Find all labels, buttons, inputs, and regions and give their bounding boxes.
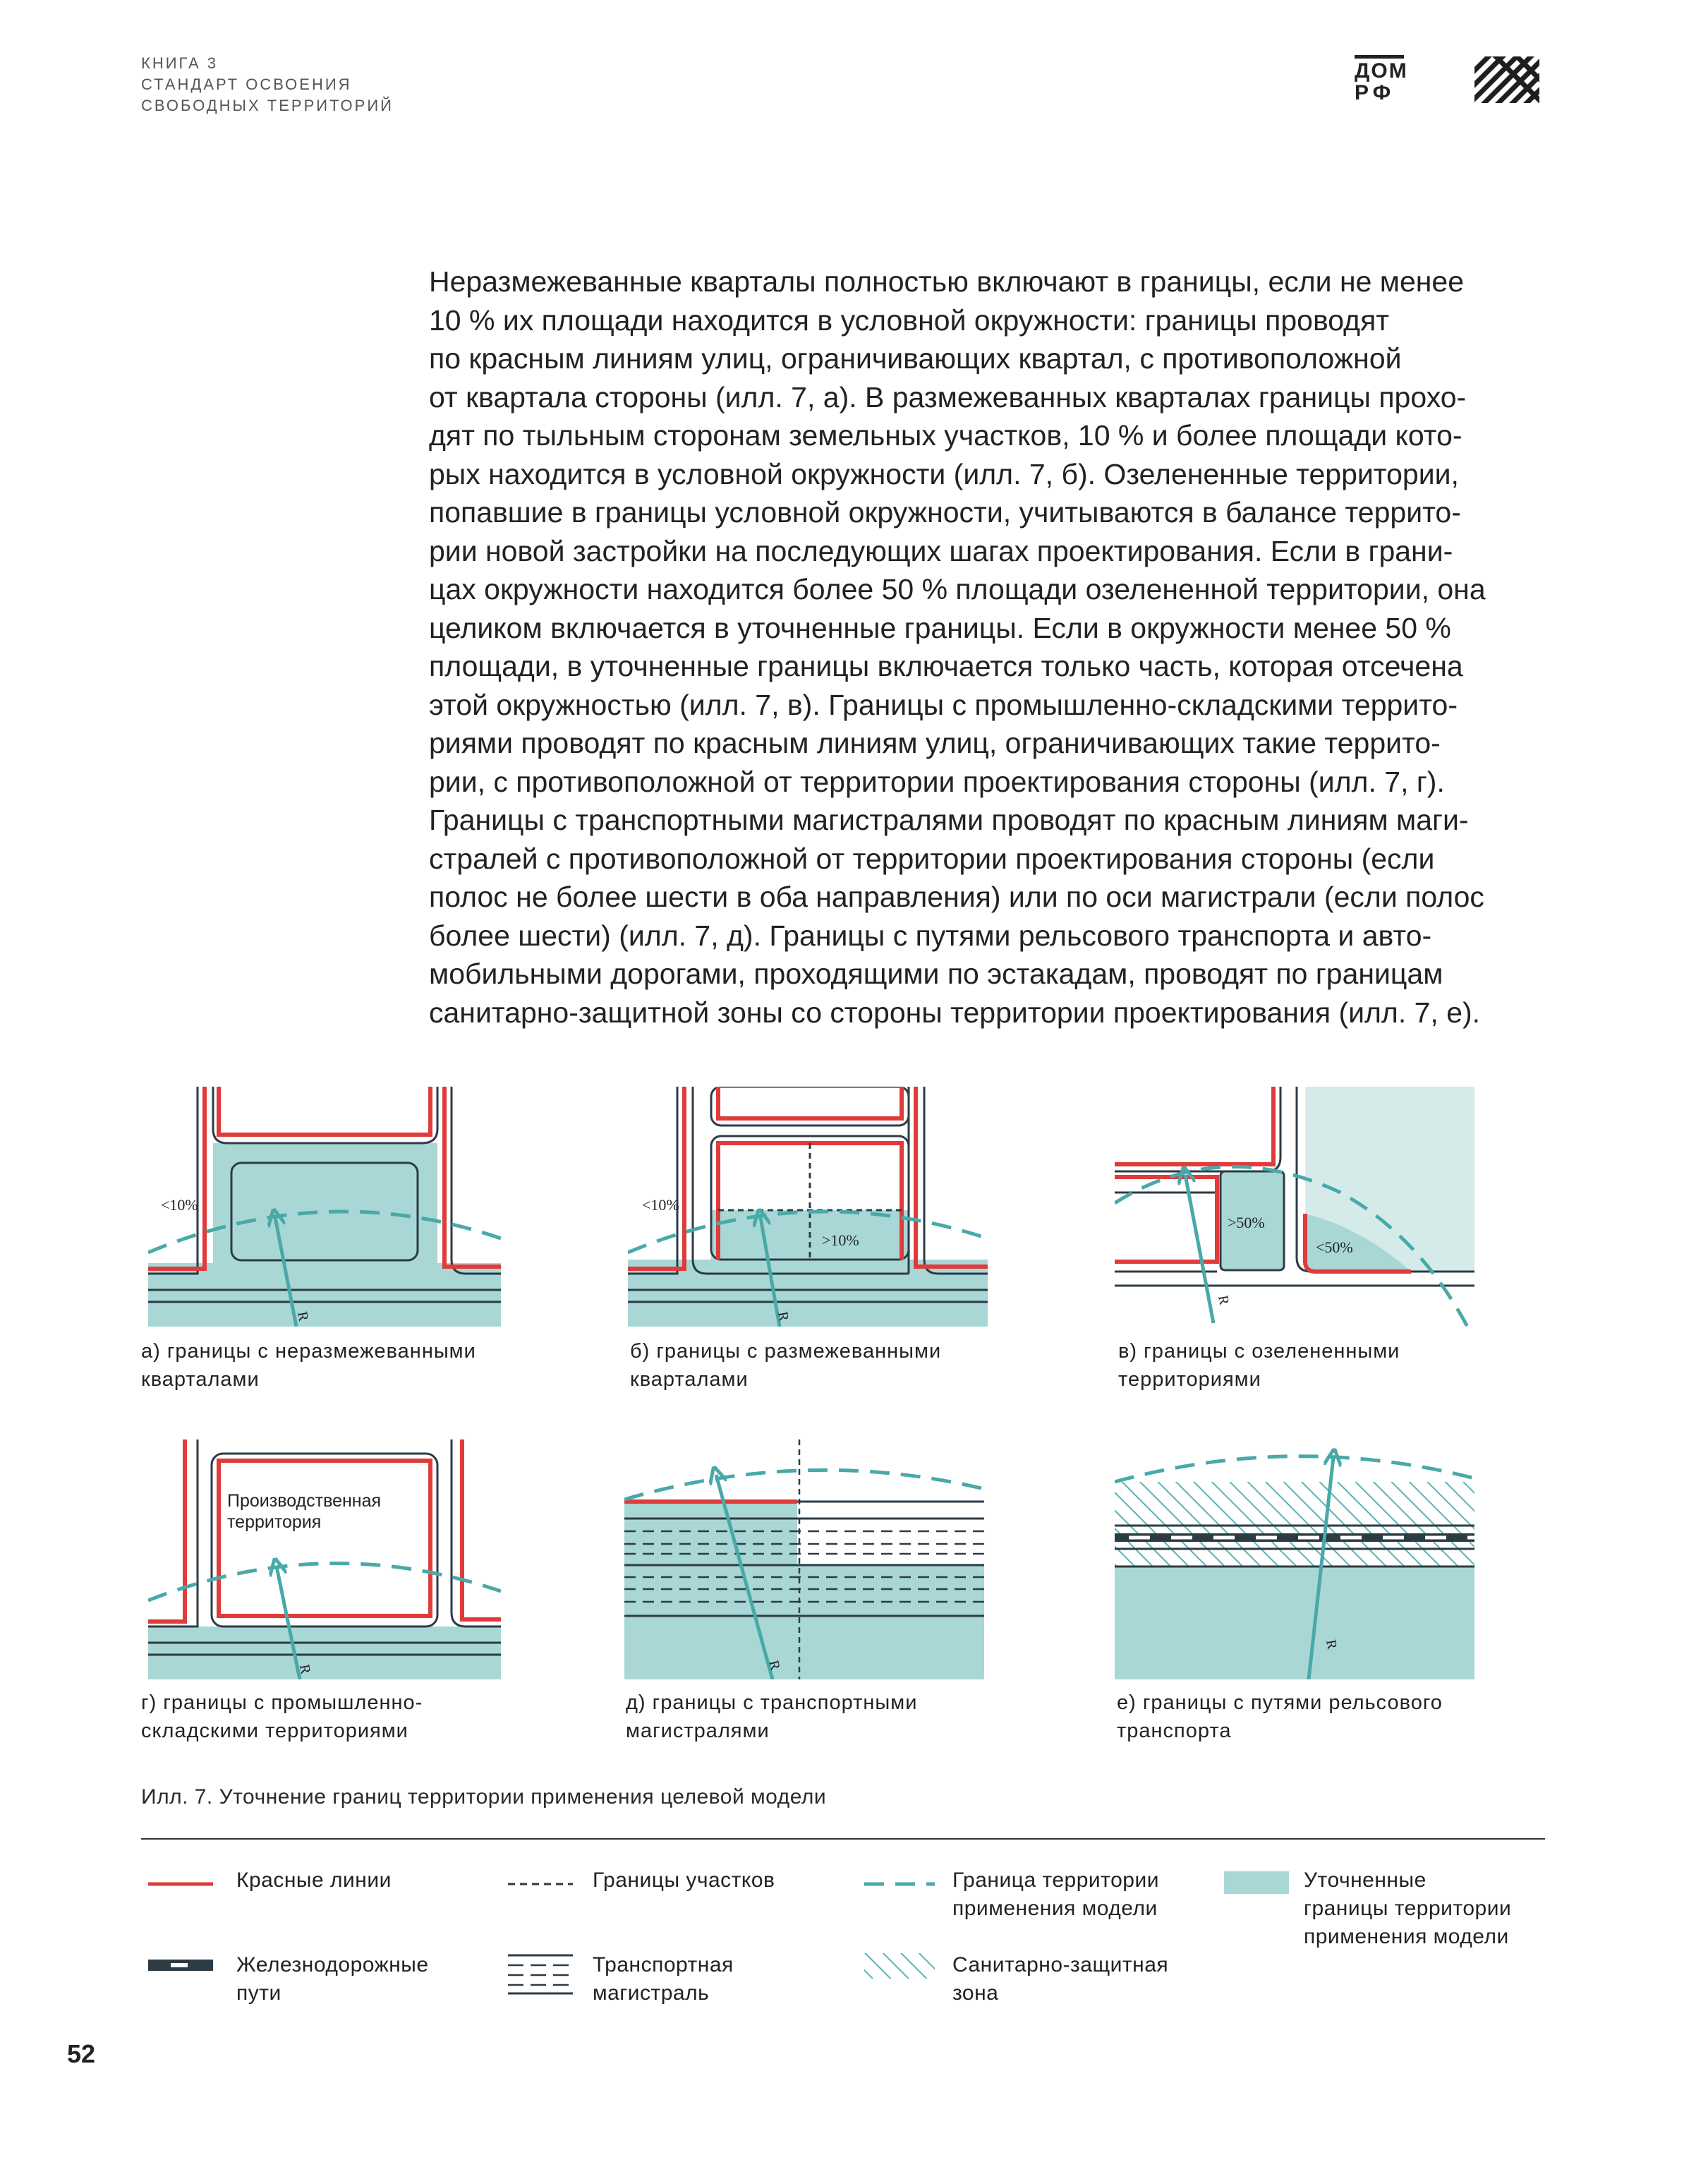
legend-railway-symbol — [148, 1960, 213, 1974]
legend-highway — [593, 1951, 734, 2008]
legend-label: применения модели — [952, 1897, 1158, 1920]
figure-d — [624, 1439, 984, 1679]
pct-label: <10% — [161, 1196, 198, 1214]
body-line: рии новой застройки на последующих шагах проектирования. Если в грани- — [429, 534, 1453, 567]
caption-line: транспорта — [1117, 1720, 1232, 1742]
domrf-logo-bottom: РФ — [1355, 81, 1395, 104]
legend-red-lines — [236, 1866, 392, 1895]
r-label: R — [775, 1310, 792, 1323]
body-line: от квартала стороны (илл. 7, а). В размежеванных кварталах границы прохо- — [429, 380, 1467, 414]
caption-a — [141, 1337, 476, 1394]
caption-line: кварталами — [141, 1368, 260, 1391]
body-line: полос не более шести в оба направления) или по оси магистрали (если полос — [429, 881, 1484, 913]
caption-line: г) границы с промышленно- — [141, 1691, 423, 1714]
legend-label: применения модели — [1304, 1925, 1509, 1948]
caption-e — [1117, 1689, 1443, 1745]
model-boundary — [148, 1564, 501, 1600]
legend-divider — [141, 1838, 1545, 1840]
caption-line: кварталами — [630, 1368, 749, 1391]
legend-label: Санитарно-защитная — [952, 1953, 1169, 1976]
body-line: 10 % их площади находится в условной окружности: границы проводят — [429, 303, 1390, 337]
body-paragraph — [429, 262, 1572, 1032]
railway — [1115, 1533, 1474, 1542]
body-line: по красным линиям улиц, ограничивающих квартал, с противоположной — [429, 342, 1402, 375]
caption-line: а) границы с неразмежеванными — [141, 1340, 476, 1363]
legend-label: Красные линии — [236, 1869, 392, 1892]
legend-refined-symbol — [1224, 1871, 1289, 1897]
pct-label: >10% — [822, 1231, 859, 1249]
caption-line: д) границы с транспортными — [626, 1691, 918, 1714]
r-label: R — [765, 1658, 783, 1672]
body-line: стралей с противоположной от территории проектирования стороны (если — [429, 842, 1435, 875]
page-number: 52 — [67, 2039, 96, 2068]
body-line: рии, с противоположной от территории проектирования стороны (илл. 7, г). — [429, 765, 1445, 798]
refined-area — [148, 1626, 501, 1679]
body-line: более шести) (илл. 7, д). Границы с путями рельсового транспорта и авто- — [429, 919, 1432, 952]
refined-area — [797, 1565, 984, 1679]
caption-line: территориями — [1118, 1368, 1261, 1391]
legend-sanitary — [952, 1951, 1168, 2008]
red-line — [148, 1439, 501, 1622]
body-line: этой окружностью (илл. 7, в). Границы с промышленно-складскими террито- — [429, 688, 1458, 721]
r-label: R — [296, 1663, 314, 1676]
domrf-logo — [1355, 55, 1408, 104]
domrf-logo-top: ДОМ — [1355, 55, 1404, 83]
pattern-logo — [1474, 56, 1539, 107]
caption-line: складскими территориями — [141, 1720, 408, 1742]
refined-area — [213, 1143, 437, 1263]
block-outline — [212, 1454, 437, 1626]
caption-line: б) границы с размежеванными — [630, 1340, 942, 1363]
legend-label: зона — [952, 1981, 999, 2005]
body-line: цах окружности находится более 50 % площади озелененной территории, она — [429, 573, 1486, 605]
legend-highway-symbol — [508, 1953, 573, 1999]
radius-arrow — [1185, 1175, 1213, 1323]
refined-area — [1115, 1567, 1474, 1679]
refined-area — [148, 1263, 501, 1327]
legend-label: Границы участков — [593, 1869, 775, 1892]
body-line: целиком включается в уточненные границы. Если в окружности менее 50 % — [429, 611, 1451, 644]
legend-refined — [1304, 1866, 1511, 1951]
legend-plot-bounds-symbol — [508, 1878, 573, 1891]
pct-label: <10% — [642, 1196, 679, 1214]
figure-a — [148, 1087, 501, 1327]
caption-line: магистралями — [626, 1720, 770, 1742]
figure-e — [1115, 1439, 1474, 1679]
legend-model-bound-symbol — [864, 1878, 935, 1891]
body-line: риями проводят по красным линиям улиц, ограничивающих такие террито- — [429, 727, 1441, 759]
book-header-line: СВОБОДНЫХ ТЕРРИТОРИЙ — [141, 97, 394, 114]
body-line: дят по тыльным сторонам земельных участков, 10 % и более площади кото- — [429, 419, 1462, 452]
legend-label: Уточненные — [1304, 1869, 1427, 1892]
figure-b — [628, 1087, 988, 1327]
legend-label: Железнодорожные — [236, 1953, 429, 1976]
book-header — [141, 53, 394, 116]
figure-title: Илл. 7. Уточнение границ территории применения целевой модели — [141, 1785, 827, 1809]
caption-line: е) границы с путями рельсового — [1117, 1691, 1443, 1714]
caption-line: в) границы с озелененными — [1118, 1340, 1400, 1363]
model-boundary — [624, 1470, 984, 1499]
model-boundary — [1115, 1456, 1474, 1482]
body-line: Границы с транспортными магистралями проводят по красным линиям маги- — [429, 804, 1469, 836]
caption-v — [1118, 1337, 1400, 1394]
book-header-line: КНИГА 3 — [141, 54, 218, 72]
legend-model-bound — [952, 1866, 1159, 1923]
legend-plot-bounds — [593, 1866, 775, 1895]
body-line: рых находится в условной окружности (илл. 7, б). Озелененные территории, — [429, 457, 1459, 490]
caption-d — [626, 1689, 917, 1745]
street-edge — [148, 1439, 501, 1626]
body-line: мобильными дорогами, проходящими по эстакадам, проводят по границам — [429, 958, 1443, 990]
caption-g — [141, 1689, 423, 1745]
r-label: R — [1323, 1638, 1340, 1651]
legend-label: магистраль — [593, 1981, 710, 2005]
sanitary-zone — [1115, 1482, 1474, 1567]
legend-label: Граница территории — [952, 1869, 1159, 1892]
book-header-line: СТАНДАРТ ОСВОЕНИЯ — [141, 76, 352, 93]
caption-b — [630, 1337, 941, 1394]
figure-v — [1115, 1087, 1474, 1327]
refined-area — [624, 1503, 797, 1679]
pct-label: >50% — [1228, 1214, 1265, 1231]
legend-label: пути — [236, 1981, 281, 2005]
body-line: площади, в уточненные границы включается только часть, которая отсечена — [429, 650, 1463, 682]
legend-railway — [236, 1951, 429, 2008]
body-line: попавшие в границы условной окружности, учитываются в балансе террито- — [429, 496, 1461, 529]
body-line: санитарно-защитной зоны со стороны территории проектирования (илл. 7, е). — [429, 996, 1481, 1029]
area-label: территория — [227, 1512, 322, 1532]
figure-g — [148, 1439, 501, 1679]
legend-label: Транспортная — [593, 1953, 734, 1976]
r-label: R — [294, 1310, 312, 1323]
legend-sanitary-symbol — [864, 1953, 935, 1982]
area-label: Производственная — [227, 1491, 382, 1511]
legend-label: границы территории — [1304, 1897, 1512, 1920]
body-line: Неразмежеванные кварталы полностью включают в границы, если не менее — [429, 265, 1465, 298]
legend-red-line-symbol — [148, 1878, 213, 1891]
r-label: R — [1215, 1294, 1232, 1307]
pct-label: <50% — [1316, 1238, 1353, 1256]
